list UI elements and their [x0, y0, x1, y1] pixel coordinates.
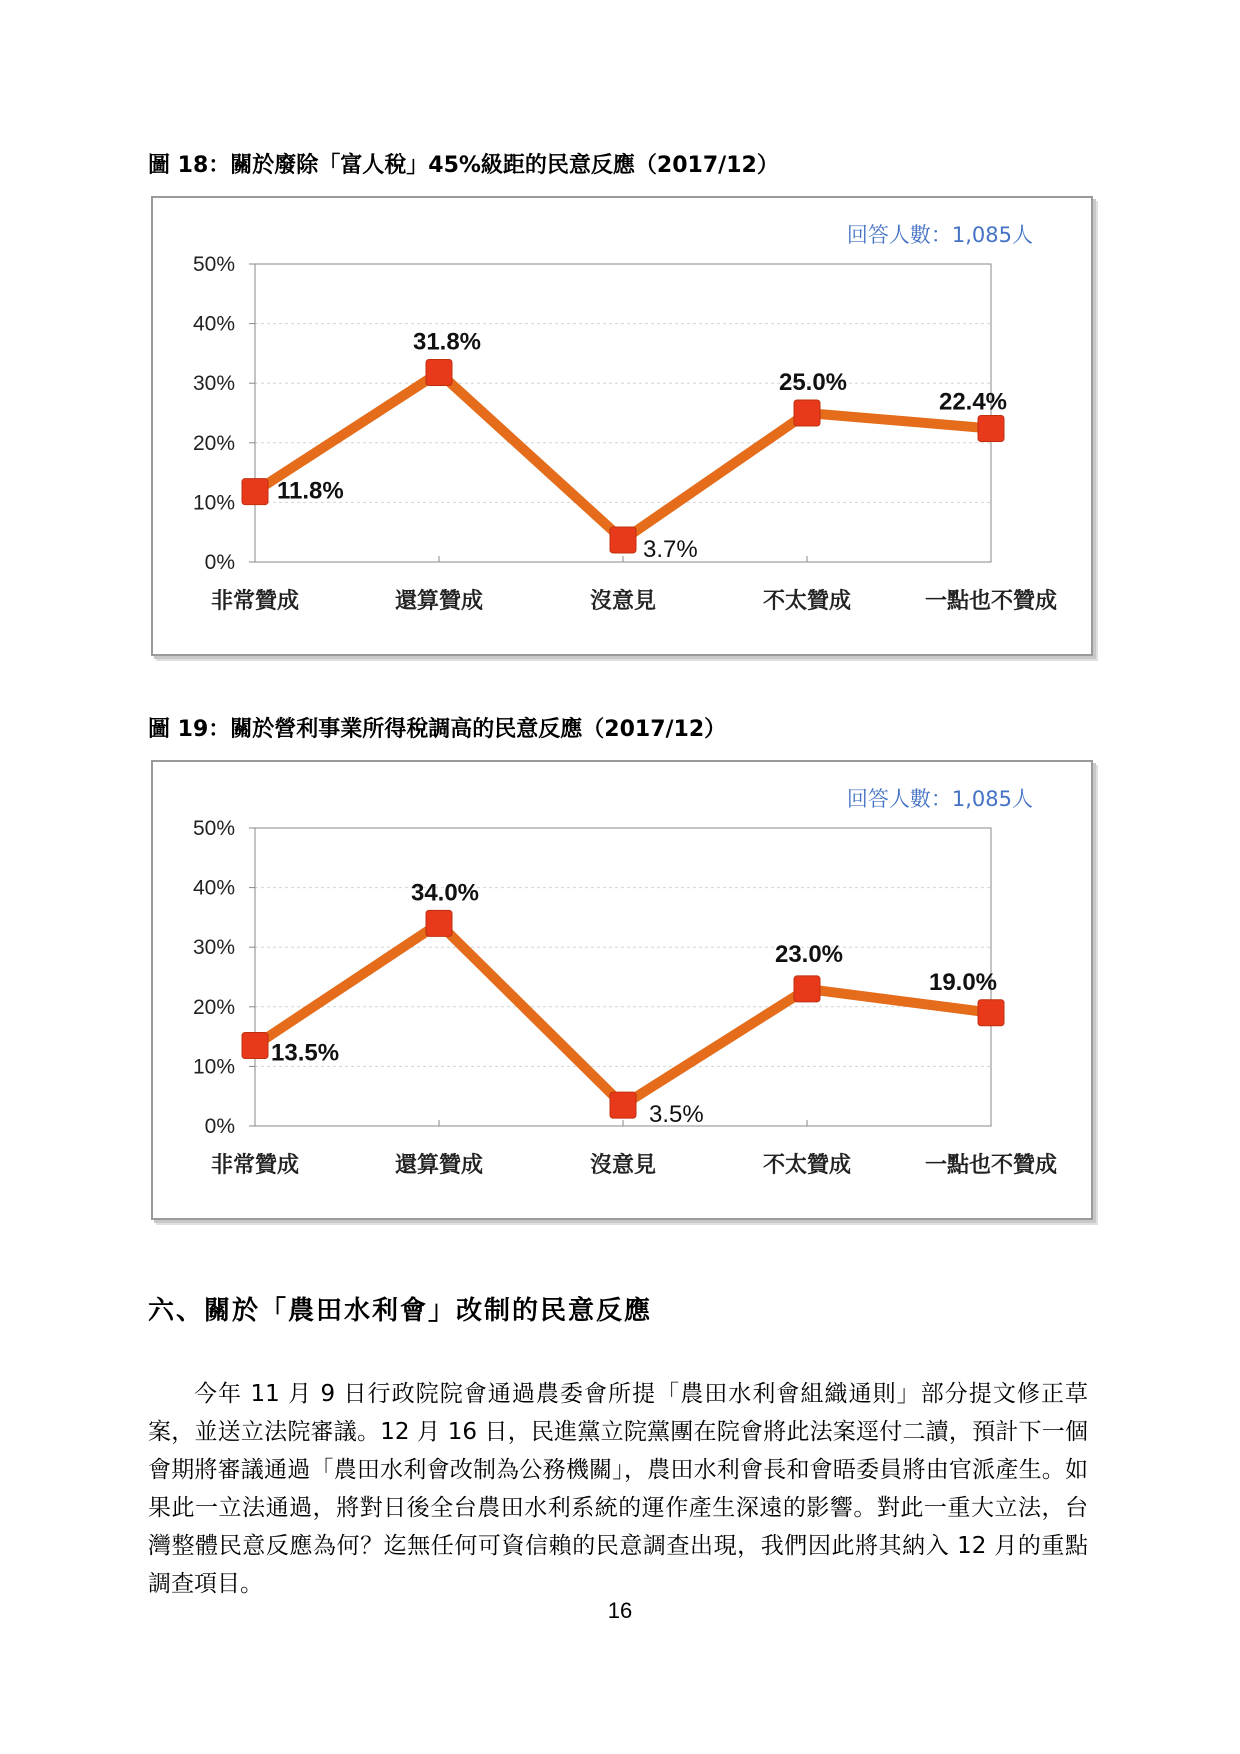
figure-18-chart: [151, 196, 1093, 656]
x-tick-label: 沒意見: [589, 1153, 657, 1178]
data-point: [426, 910, 452, 936]
x-tick-label: 一點也不贊成: [924, 589, 1058, 614]
body-paragraph: 今年 11 月 9 日行政院院會通過農委會所提「農田水利會組織通則」部分提文修正草案，並送立法院審議。12 月 16 日，民進黨立院黨團在院會將此法案逕付二讀，預計下一個會期將審議通過「農田水利會改制為公務機關」，農田水利會長和會晤委員將由官派產生。如果此一立法通過，將對日後全台農田水利系統的運作產生深遠的影響。對此一重大立法，台灣整體民意反應為何？迄無任何可資信賴的民意調查出現，我們因此將其納入 12 月的重點調查項目。: [148, 1381, 1088, 1597]
x-tick-label: 沒意見: [589, 589, 657, 614]
data-label: 3.7%: [643, 535, 698, 563]
data-label: 34.0%: [410, 879, 480, 907]
x-tick-label: 非常贊成: [210, 1153, 300, 1178]
figure-19-caption: 圖 19：關於營利事業所得稅調高的民意反應（2017/12）: [148, 717, 727, 742]
data-label: 25.0%: [778, 369, 848, 396]
series-line: [255, 923, 991, 1105]
figure-18-svg: [153, 198, 1091, 654]
y-tick-label: 40%: [192, 312, 235, 336]
y-tick-label: 30%: [192, 936, 235, 960]
x-tick-label: 非常贊成: [210, 589, 300, 614]
y-tick-label: 50%: [192, 253, 235, 276]
data-label: 19.0%: [928, 968, 998, 996]
data-label: 22.4%: [938, 388, 1008, 416]
y-tick-label: 50%: [192, 817, 235, 840]
data-label: 11.8%: [277, 477, 344, 505]
data-point: [610, 1092, 636, 1118]
figure-18-caption: 圖 18：關於廢除「富人稅」45%級距的民意反應（2017/12）: [148, 153, 779, 178]
y-tick-label: 20%: [192, 995, 235, 1019]
figure-19-chart: [151, 760, 1093, 1220]
data-point: [242, 479, 268, 505]
x-tick-label: 還算贊成: [394, 1153, 484, 1178]
page-number: 16: [607, 1598, 633, 1623]
respondent-count-note: 回答人數：1,085人: [846, 223, 1033, 247]
y-tick-label: 10%: [192, 1055, 235, 1079]
y-tick-label: 0%: [204, 551, 235, 574]
data-point: [242, 1033, 268, 1059]
respondent-count-note: 回答人數：1,085人: [846, 787, 1033, 811]
y-tick-label: 0%: [204, 1115, 235, 1138]
section-heading: 六、關於「農田水利會」改制的民意反應: [148, 1296, 653, 1326]
x-tick-label: 一點也不贊成: [924, 1153, 1058, 1178]
data-point: [426, 359, 452, 385]
y-tick-label: 20%: [192, 431, 235, 455]
data-point: [794, 400, 820, 426]
x-tick-label: 還算贊成: [394, 589, 484, 614]
data-label: 23.0%: [774, 940, 844, 968]
data-label: 13.5%: [271, 1039, 340, 1067]
data-label: 31.8%: [412, 328, 482, 356]
data-label: 3.5%: [649, 1101, 704, 1129]
data-point: [978, 415, 1004, 441]
data-point: [978, 1000, 1004, 1026]
series-line: [255, 372, 991, 539]
plot-area: [255, 264, 991, 562]
data-point: [610, 527, 636, 553]
x-tick-label: 不太贊成: [762, 1153, 852, 1178]
figure-19-svg: [153, 762, 1091, 1218]
data-point: [794, 976, 820, 1002]
y-tick-label: 10%: [192, 491, 235, 515]
x-tick-label: 不太贊成: [762, 589, 852, 614]
body-text: [148, 1375, 1088, 1603]
y-tick-label: 30%: [192, 372, 235, 396]
y-tick-label: 40%: [192, 876, 235, 900]
